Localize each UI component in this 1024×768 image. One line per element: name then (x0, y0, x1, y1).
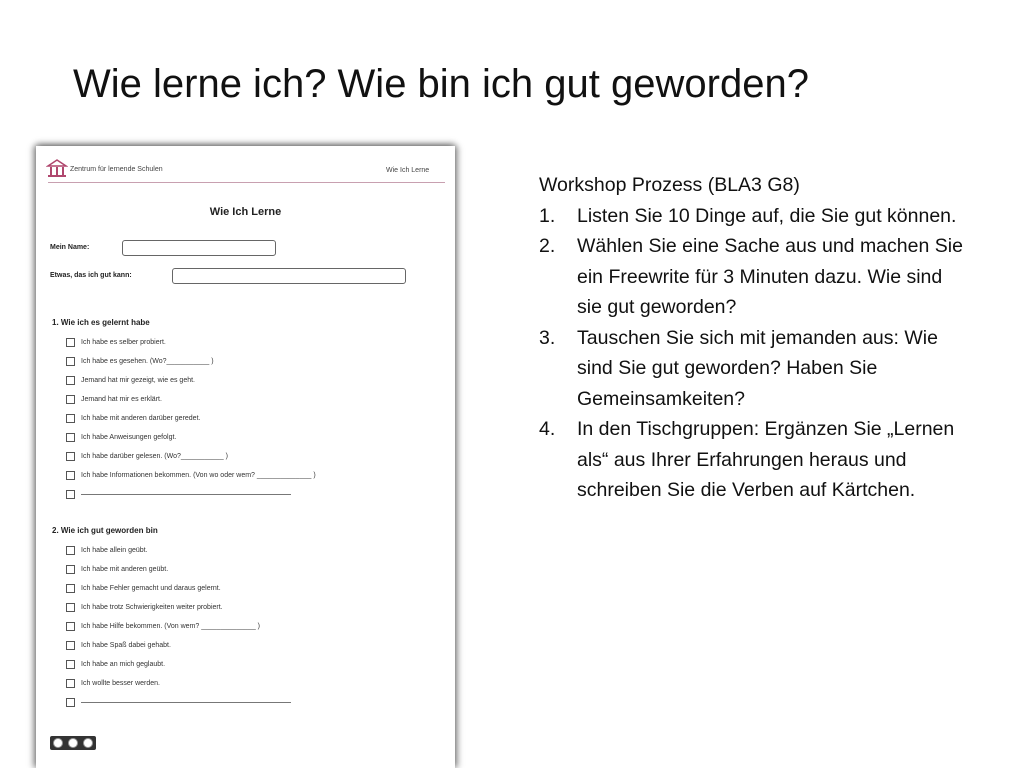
skill-label: Etwas, das ich gut kann: (50, 272, 132, 279)
checklist-item (66, 431, 176, 443)
checklist-item (66, 393, 162, 405)
header-divider (48, 182, 445, 183)
checkbox[interactable] (66, 395, 75, 404)
slide-title: Wie lerne ich? Wie bin ich gut geworden? (73, 62, 809, 106)
checklist-item (66, 696, 291, 708)
checklist-item (66, 639, 171, 651)
school-building-icon (46, 158, 68, 178)
checklist-item (66, 601, 223, 613)
checklist-item (66, 469, 316, 481)
blank-line (81, 702, 291, 703)
checklist-item (66, 488, 291, 500)
checkbox[interactable] (66, 679, 75, 688)
checkbox[interactable] (66, 490, 75, 499)
instruction-step (539, 231, 979, 323)
checklist-item-label: Ich habe allein geübt. (81, 546, 148, 554)
checkbox[interactable] (66, 414, 75, 423)
checklist-item (66, 563, 168, 575)
step-text: Wählen Sie eine Sache aus und machen Sie ein Freewrite für 3 Minuten dazu. Wie sind sie gut geworden? (577, 235, 963, 318)
checklist-item-label: Ich habe Spaß dabei gehabt. (81, 641, 171, 649)
instruction-steps (539, 201, 979, 506)
step-text: Listen Sie 10 Dinge auf, die Sie gut können. (577, 204, 957, 227)
checkbox[interactable] (66, 641, 75, 650)
checklist-item (66, 658, 165, 670)
worksheet-preview (36, 146, 455, 768)
checklist-item-label: Ich habe darüber gelesen. (Wo?___________ ) (81, 452, 228, 460)
checklist-item-label: Jemand hat mir gezeigt, wie es geht. (81, 376, 196, 384)
checklist-item-label: Ich habe mit anderen darüber geredet. (81, 414, 201, 422)
checklist-item-label: Ich habe an mich geglaubt. (81, 660, 166, 668)
checklist-item-label: Ich habe Fehler gemacht und daraus gelernt. (81, 584, 221, 592)
checklist-item-label: Ich habe trotz Schwierigkeiten weiter probiert. (81, 603, 223, 611)
nc-icon (83, 738, 93, 748)
name-label: Mein Name: (50, 244, 90, 251)
cc-icon (53, 738, 63, 748)
checklist-item-label: Ich habe mit anderen geübt. (81, 565, 169, 573)
logo-text: Zentrum für lernende Schulen (70, 166, 163, 173)
step-number: 2. (539, 235, 556, 257)
by-icon (68, 738, 78, 748)
instruction-step (539, 323, 979, 415)
checklist-item (66, 544, 148, 556)
creative-commons-badge (50, 736, 96, 750)
worksheet-title: Wie Ich Lerne (209, 206, 282, 218)
checkbox[interactable] (66, 546, 75, 555)
step-text: Tauschen Sie sich mit jemanden aus: Wie sind Sie gut geworden? Haben Sie Gemeinsamkeiten? (577, 326, 938, 410)
checklist-item (66, 336, 166, 348)
checklist-item (66, 582, 221, 594)
checkbox[interactable] (66, 471, 75, 480)
section-2-heading: 2. Wie ich gut geworden bin (52, 526, 158, 535)
checkbox[interactable] (66, 376, 75, 385)
checklist-item (66, 355, 214, 367)
checklist-item-label: Jemand hat mir es erklärt. (81, 395, 162, 403)
step-number: 3. (539, 326, 556, 349)
section-1-heading: 1. Wie ich es gelernt habe (52, 318, 150, 327)
blank-line (81, 494, 291, 495)
checklist-item (66, 450, 228, 462)
checkbox[interactable] (66, 584, 75, 593)
checklist-item (66, 677, 160, 689)
checklist-item-label: Ich wollte besser werden. (81, 679, 160, 687)
checklist-item (66, 620, 260, 632)
checklist-item-label: Ich habe es selber probiert. (81, 338, 166, 346)
checkbox[interactable] (66, 357, 75, 366)
step-text: In den Tischgruppen: Ergänzen Sie „Lernen als“ aus Ihrer Erfahrungen heraus und schreiben Sie die Verben auf Kärtchen. (577, 418, 955, 501)
checklist-item-label: Ich habe Hilfe bekommen. (Von wem? ______________ ) (81, 622, 261, 630)
checklist-item (66, 412, 200, 424)
checklist-item-label: Ich habe Anweisungen gefolgt. (81, 433, 177, 441)
instruction-step (539, 201, 979, 232)
checkbox[interactable] (66, 698, 75, 707)
skill-field (172, 268, 406, 284)
checkbox[interactable] (66, 660, 75, 669)
worksheet-header-title: Wie Ich Lerne (386, 167, 430, 174)
checkbox[interactable] (66, 433, 75, 442)
instruction-step (539, 414, 979, 506)
checkbox[interactable] (66, 622, 75, 631)
checklist-item-label: Ich habe es gesehen. (Wo?___________ ) (81, 357, 214, 365)
instructions (539, 170, 979, 506)
name-field (122, 240, 276, 256)
instructions-heading: Workshop Prozess (BLA3 G8) (539, 174, 800, 196)
checklist-item (66, 374, 195, 386)
checkbox[interactable] (66, 452, 75, 461)
checkbox[interactable] (66, 603, 75, 612)
checkbox[interactable] (66, 565, 75, 574)
step-number: 1. (539, 204, 556, 227)
checklist-item-label: Ich habe Informationen bekommen. (Von wo oder wem? ______________ ) (81, 471, 316, 479)
step-number: 4. (539, 418, 556, 440)
checkbox[interactable] (66, 338, 75, 347)
